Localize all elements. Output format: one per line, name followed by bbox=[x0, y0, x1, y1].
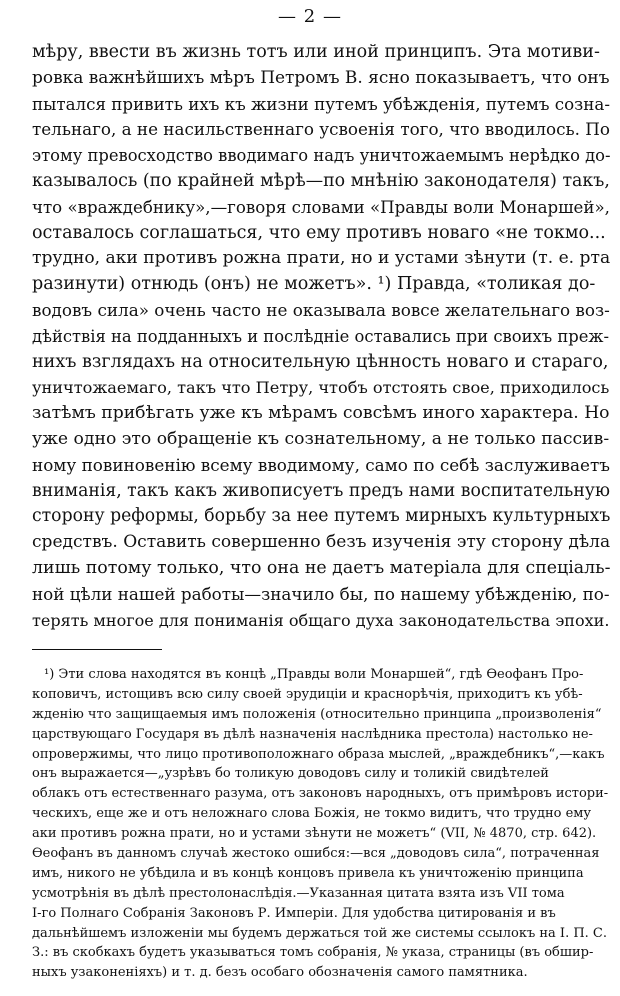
body-line: терять многое для пониманія общаго духа законодательства эпохи. bbox=[32, 610, 610, 630]
body-line: дѣйствія на подданныхъ и послѣдніе оставались при своихъ преж- bbox=[32, 326, 609, 346]
footnote-line: З.: въ скобкахъ будетъ указываться томъ собранія, № указа, страницы (въ обшир- bbox=[32, 945, 594, 961]
footnote bbox=[32, 665, 612, 983]
footnote-line: жденію что защищаемыя имъ положенія (относительно принципа „произволенія“ bbox=[32, 706, 602, 722]
footnote-line: опровержимы, что лицо противоположнаго образа мыслей, „враждебникъ“,—какъ bbox=[32, 746, 605, 762]
body-line: оставалось соглашаться, что ему противъ новаго «не токмо... bbox=[32, 222, 606, 243]
body-line: что «враждебнику»,—говоря словами «Правды воли Монаршей», bbox=[32, 197, 610, 217]
body-line: вниманія, такъ какъ живописуетъ предъ нами воспитательную bbox=[32, 480, 610, 501]
body-line: тельнаго, а не насильственнаго усвоенія того, что вводилось. По bbox=[32, 119, 610, 140]
body-line: казывалось (по крайней мѣрѣ—по мнѣнію законодателя) такъ, bbox=[32, 170, 610, 191]
footnote-line: ческихъ, еще же и отъ неложнаго слова Божія, не токмо видитъ, что трудно ему bbox=[32, 806, 592, 822]
body-line: трудно, аки противъ рожна прати, но и устами зѣнути (т. е. рта bbox=[32, 248, 611, 269]
footnote-line: онъ выражается—„узрѣвъ бо толикую доводовъ силу и толикій свидѣтелей bbox=[32, 766, 549, 782]
body-line: этому превосходство вводимаго надъ уничтожаемымъ нерѣдко до- bbox=[32, 146, 611, 166]
body-line: средствъ. Оставить совершенно безъ изученія эту сторону дѣла bbox=[32, 532, 611, 553]
footnote-line: Ѳеофанъ въ данномъ случаѣ жестоко ошибся:—вся „доводовъ сила“, потраченная bbox=[32, 846, 600, 862]
footnote-line: ныхъ узаконеніяхъ) и т. д. безъ особаго обозначенія самого памятника. bbox=[32, 965, 528, 981]
body-line: затѣмъ прибѣгать уже къ мѣрамъ совсѣмъ иного характера. Но bbox=[32, 403, 610, 424]
body-line: мѣру, ввести въ жизнь тотъ или иной принципъ. Эта мотиви- bbox=[32, 42, 600, 62]
footnote-line: дальнѣйшемъ изложеніи мы будемъ держаться той же системы ссылокъ на I. П. С. bbox=[32, 925, 608, 941]
footnote-line: коповичъ, истощивъ всю силу своей эрудиціи и краснорѣчія, приходитъ къ убѣ- bbox=[32, 686, 583, 702]
body-line: ному повиновенію всему вводимому, само по себѣ заслуживаетъ bbox=[32, 454, 610, 475]
footnote-line: ¹) Эти слова находятся въ концѣ „Правды воли Монаршей“, гдѣ Ѳеофанъ Про- bbox=[44, 667, 584, 682]
footnote-line: царствующаго Государя въ дѣлѣ назначенія наслѣдника престола) настолько не- bbox=[32, 726, 593, 742]
body-line: ной цѣли нашей работы—значило бы, по нашему убѣжденію, по- bbox=[32, 583, 610, 604]
footnote-divider bbox=[32, 649, 162, 650]
body-line: нихъ взглядахъ на относительную цѣнность новаго и стараго, bbox=[32, 351, 609, 372]
body-line: уничтожаемаго, такъ что Петру, чтобъ отстоять свое, приходилось bbox=[32, 378, 610, 398]
body-line: уже одно это обращеніе къ сознательному, а не только пассив- bbox=[32, 428, 610, 449]
body-line: лишь потому только, что она не даетъ матеріала для спеціаль- bbox=[32, 557, 611, 578]
body-line: ровка важнѣйшихъ мѣръ Петромъ В. ясно показываетъ, что онъ bbox=[32, 67, 610, 88]
body-line: сторону реформы, борьбу за нее путемъ мирныхъ культурныхъ bbox=[32, 506, 611, 527]
body-line: разинути) отнюдь (онъ) не можетъ». ¹) Правда, «толикая до- bbox=[32, 274, 596, 295]
footnote-line: аки противъ рожна прати, но и устами зѣнути не можетъ“ (VII, № 4870, стр. 642). bbox=[32, 826, 597, 842]
body-line: пытался привить ихъ къ жизни путемъ убѣжденія, путемъ созна- bbox=[32, 94, 610, 114]
footnote-line: имъ, никого не убѣдила и въ концѣ концовъ привела къ уничтоженію принципа bbox=[32, 865, 584, 881]
page-number: — 2 — bbox=[278, 6, 342, 27]
main-text bbox=[32, 40, 612, 633]
footnote-line: I-го Полнаго Собранія Законовъ Р. Имперіи. Для удобства цитированія и въ bbox=[32, 905, 556, 921]
body-line: водовъ сила» очень часто не оказывала вовсе желательнаго воз- bbox=[32, 299, 610, 320]
footnote-line: усмотрѣнія въ дѣлѣ престолонаслѣдія.—Указанная цитата взята изъ VII тома bbox=[32, 885, 565, 901]
footnote-line: облакъ отъ естественнаго разума, отъ законовъ народныхъ, отъ примѣровъ истори- bbox=[32, 786, 609, 802]
